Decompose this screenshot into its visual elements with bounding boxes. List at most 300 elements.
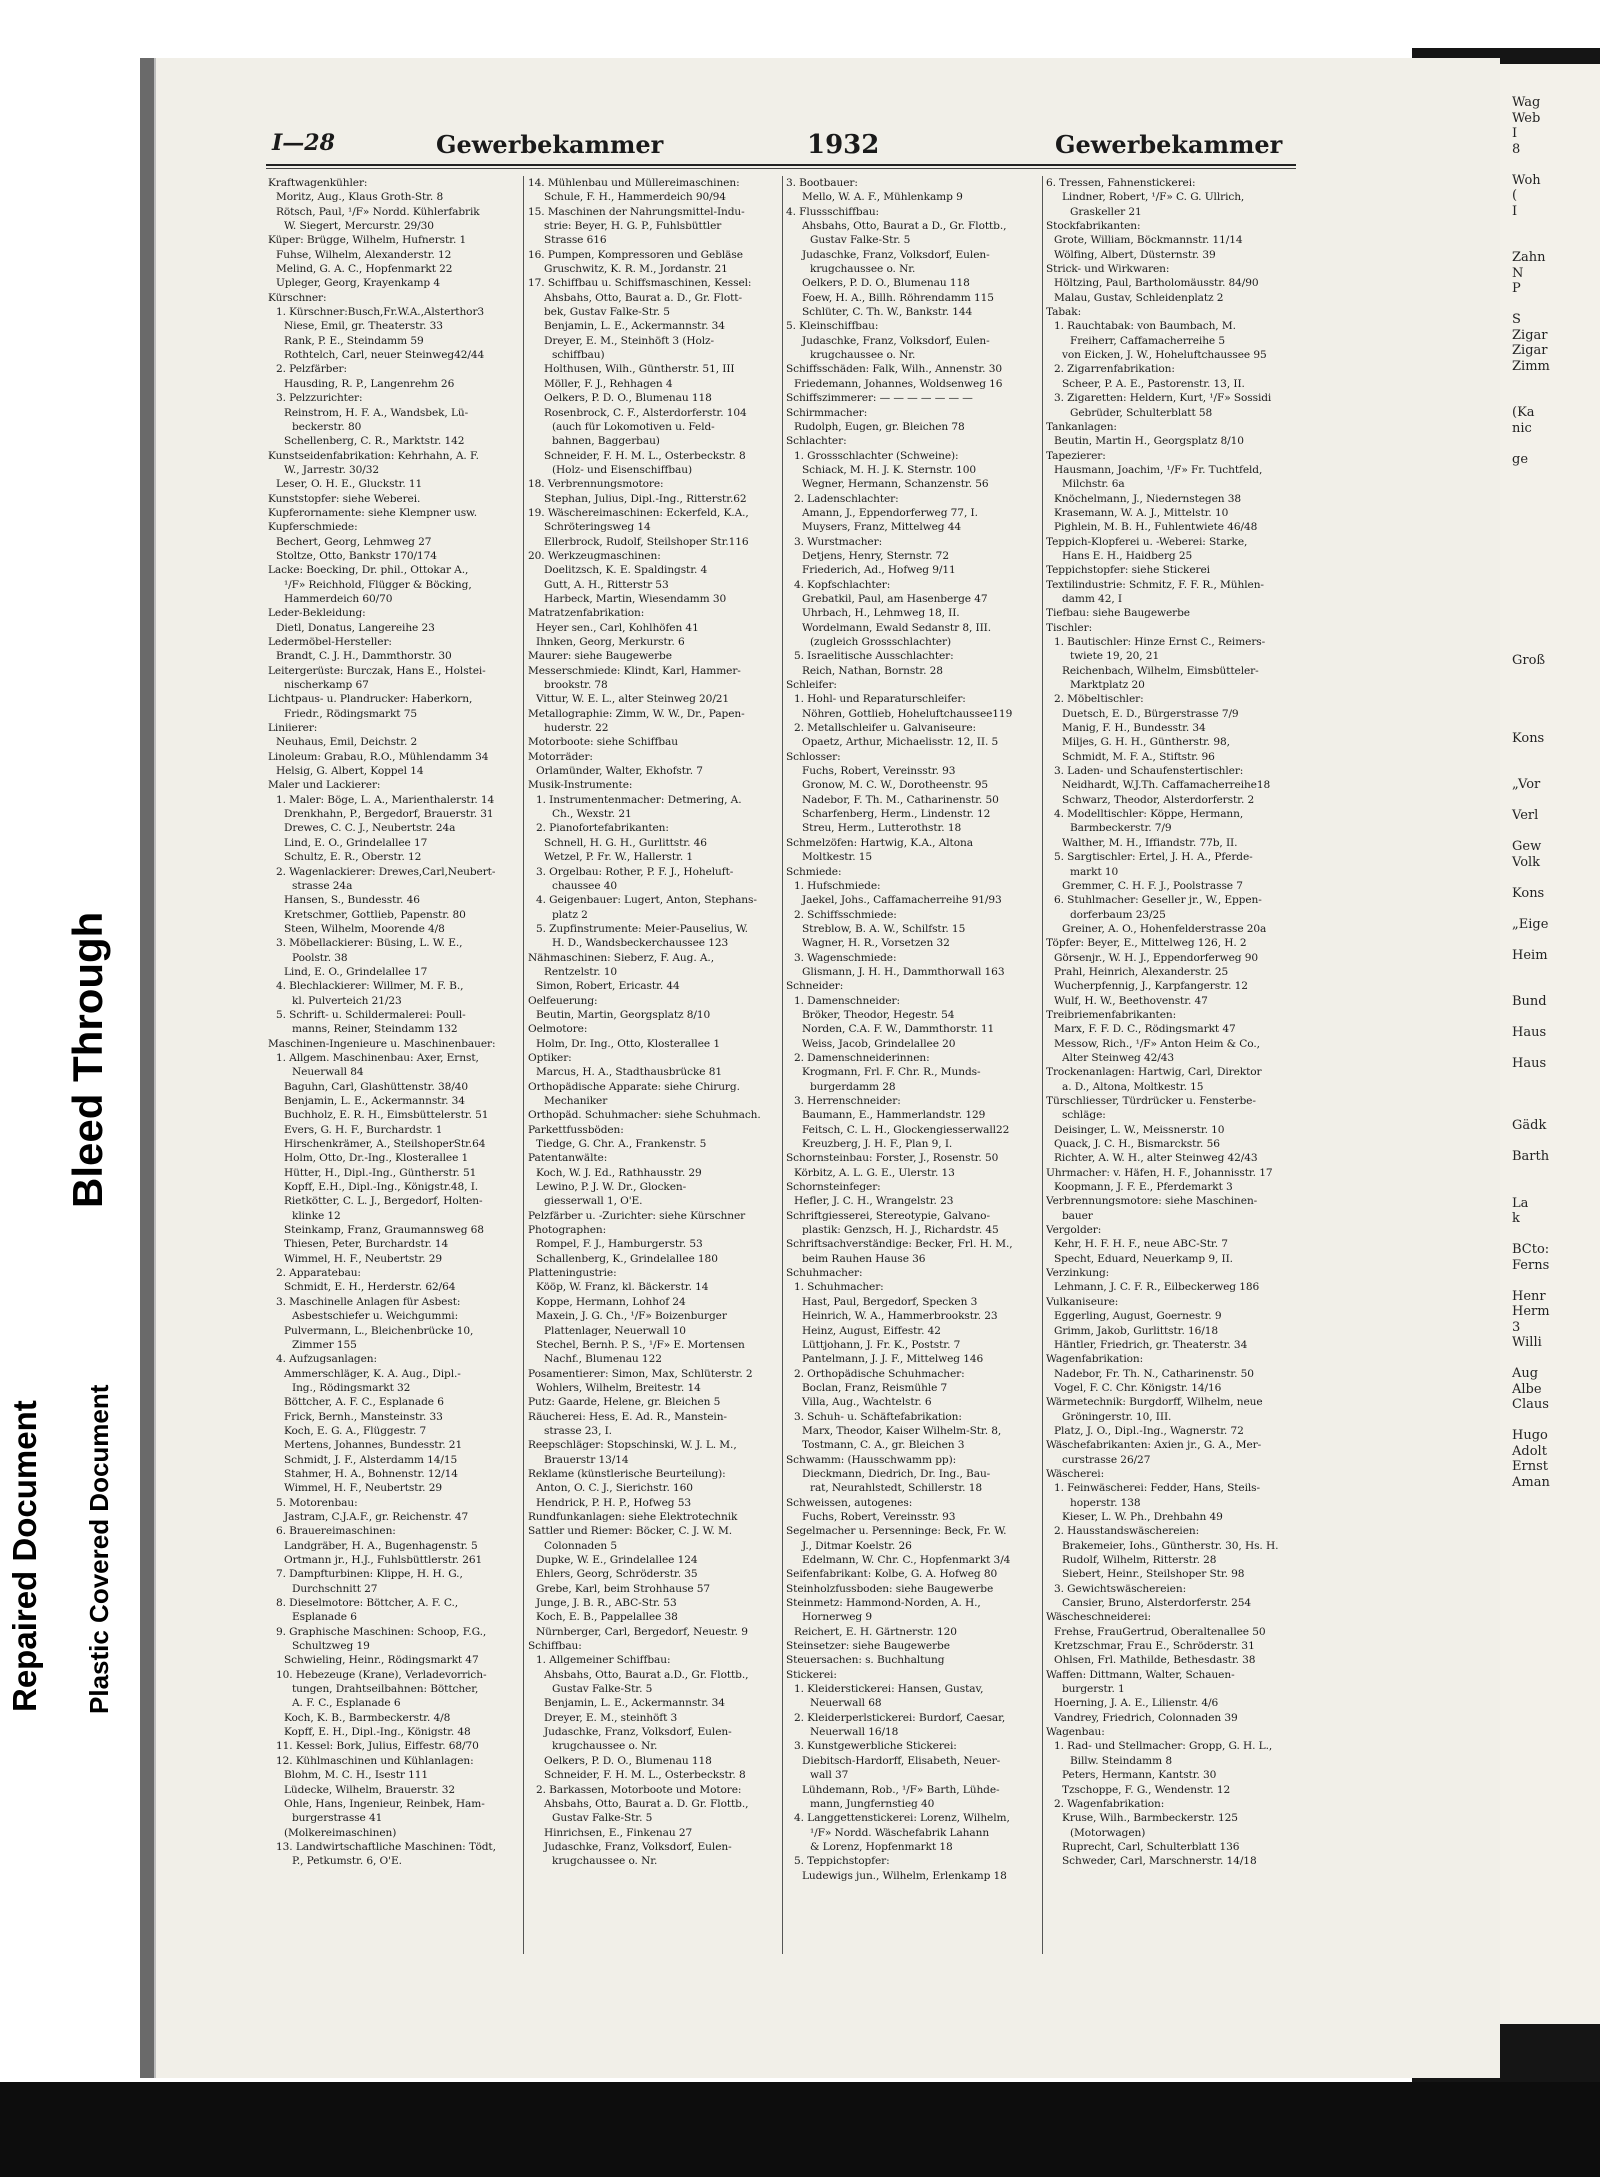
directory-line: Schultzweg 19 xyxy=(292,1640,370,1653)
directory-line: Putz: Gaarde, Helene, gr. Bleichen 5 xyxy=(528,1396,721,1409)
directory-line: Schneider, F. H. M. L., Osterbeckstr. 8 xyxy=(544,1769,746,1782)
directory-line: Kürschner: xyxy=(268,291,327,304)
neighbor-text-fragment xyxy=(1498,1087,1600,1103)
column-2 xyxy=(528,176,782,1976)
directory-line: (Molkereimaschinen) xyxy=(284,1826,397,1839)
directory-line: Wagenfabrikation: xyxy=(1046,1353,1144,1366)
directory-line: Stephan, Julius, Dipl.-Ing., Ritterstr.62 xyxy=(544,492,747,505)
directory-line: Koch, W. J. Ed., Rathhausstr. 29 xyxy=(536,1166,702,1179)
directory-line: bahnen, Baggerbau) xyxy=(552,435,660,448)
directory-line: Oelfeuerung: xyxy=(528,994,598,1007)
directory-line: Seifenfabrikant: Kolbe, G. A. Hofweg 80 xyxy=(786,1568,998,1581)
neighbor-text-fragment: Haus xyxy=(1512,1025,1547,1040)
directory-line: Junge, J. B. R., ABC-Str. 53 xyxy=(536,1597,677,1610)
directory-line: Holm, Dr. Ing., Otto, Klosterallee 1 xyxy=(536,1037,720,1050)
directory-line: Zimmer 155 xyxy=(292,1338,357,1351)
directory-line: 4. Langgettenstickerei: Lorenz, Wilhelm, xyxy=(794,1812,1010,1825)
neighbor-text-fragment: Zigar xyxy=(1512,327,1548,343)
directory-line: Heinrich, W. A., Hammerbrookstr. 23 xyxy=(802,1310,998,1323)
neighbor-text-fragment: 8 xyxy=(1512,141,1521,157)
directory-line: Schneider: xyxy=(786,980,844,993)
directory-line: Neuerwall 84 xyxy=(292,1066,364,1079)
directory-line: Wordelmann, Ewald Sedanstr 8, III. xyxy=(802,621,992,634)
neighbor-text-fragment: Zahn xyxy=(1512,250,1546,265)
neighbor-text-fragment: I xyxy=(1512,126,1518,141)
directory-line: Gutt, A. H., Ritterstr 53 xyxy=(544,578,669,591)
directory-line: Stockfabrikanten: xyxy=(1046,220,1141,233)
directory-line: 3. Laden- und Schaufenstertischler: xyxy=(1054,765,1244,778)
directory-line: 2. Wagenfabrikation: xyxy=(1054,1797,1165,1810)
neighbor-text-fragment: I xyxy=(1512,203,1518,219)
directory-line: 2. Zigarrenfabrikation: xyxy=(1054,363,1175,376)
directory-line: platz 2 xyxy=(552,908,588,921)
directory-line: Edelmann, W. Chr. C., Hopfenmarkt 3/4 xyxy=(802,1554,1011,1566)
directory-line: Oelkers, P. D. O., Blumenau 118 xyxy=(544,1754,712,1767)
directory-line: Orlamünder, Walter, Ekhofstr. 7 xyxy=(536,765,703,778)
directory-line: Photographen: xyxy=(528,1224,607,1237)
directory-line: strie: Beyer, H. G. P., Fuhlsbüttler xyxy=(544,220,722,233)
neighbor-text-fragment: Albe xyxy=(1512,1381,1542,1397)
directory-line: 1. Maler: Böge, L. A., Marienthalerstr. 14 xyxy=(276,793,495,806)
directory-line: chaussee 40 xyxy=(552,879,618,892)
directory-line: 1. Kürschner:Busch,Fr.W.A.,Alsterthor3 xyxy=(276,306,485,319)
directory-line: Teppich-Klopferei u. -Weberei: Starke, xyxy=(1046,535,1248,548)
directory-line: Opaetz, Arthur, Michaelisstr. 12, II. 5 xyxy=(802,736,999,749)
neighbor-text-fragment xyxy=(1498,622,1600,638)
directory-line: Schultz, E. R., Oberstr. 12 xyxy=(284,851,422,864)
directory-line: Ehlers, Georg, Schröderstr. 35 xyxy=(536,1568,698,1581)
directory-line: Schmiede: xyxy=(786,865,842,878)
neighbor-text-fragment xyxy=(1498,64,1600,80)
directory-line: Reichert, E. H. Gärtnerstr. 120 xyxy=(794,1625,957,1638)
directory-line: Poolstr. 38 xyxy=(292,951,348,964)
neighbor-text-fragment: Heim xyxy=(1512,947,1548,963)
directory-line: Hausmann, Joachim, ¹/F» Fr. Tuchtfeld, xyxy=(1054,463,1263,476)
neighbor-text-fragment xyxy=(1498,529,1600,545)
directory-line: Patentanwälte: xyxy=(528,1152,608,1165)
directory-line: Doelitzsch, K. E. Spaldingstr. 4 xyxy=(544,564,708,577)
directory-line: Teppichstopfer: siehe Stickerei xyxy=(1046,564,1210,577)
neighbor-text-fragment xyxy=(1498,684,1600,700)
directory-line: Heyer sen., Carl, Kohlhöfen 41 xyxy=(536,621,699,634)
directory-line: Reich, Nathan, Bornstr. 28 xyxy=(802,664,943,677)
directory-line: Billw. Steindamm 8 xyxy=(1070,1754,1172,1767)
neighbor-text-fragment: Kons xyxy=(1512,730,1545,746)
directory-line: Rundfunkanlagen: siehe Elektrotechnik xyxy=(528,1510,738,1523)
neighbor-text-fragment xyxy=(1498,1010,1600,1026)
directory-line: Friedemann, Johannes, Woldsenweg 16 xyxy=(794,377,1003,390)
directory-line: Brauerstr 13/14 xyxy=(544,1453,629,1466)
directory-line: Metallographie: Zimm, W. W., Dr., Papen- xyxy=(528,707,745,720)
directory-line: Schallenberg, K., Grindelallee 180 xyxy=(536,1252,718,1265)
directory-line: 3. Bootbauer: xyxy=(786,177,858,189)
directory-line: Waffen: Dittmann, Walter, Schauen- xyxy=(1046,1668,1235,1681)
directory-line: Villa, Aug., Wachtelstr. 6 xyxy=(802,1396,932,1409)
directory-line: Strasse 616 xyxy=(544,234,607,247)
directory-line: Küper: Brügge, Wilhelm, Hufnerstr. 1 xyxy=(268,234,467,247)
directory-line: Bechert, Georg, Lehmweg 27 xyxy=(276,535,432,548)
neighbor-text-fragment xyxy=(1498,1413,1600,1429)
directory-line: Rosenbrock, C. F., Alsterdorferstr. 104 xyxy=(544,406,747,419)
directory-line: Hornerweg 9 xyxy=(802,1611,872,1624)
directory-line: Koch, K. B., Barmbeckerstr. 4/8 xyxy=(284,1711,451,1724)
directory-line: Kreuzberg, J. H. F., Plan 9, I. xyxy=(802,1138,953,1151)
directory-line: Ammerschläger, K. A. Aug., Dipl.- xyxy=(284,1367,461,1380)
directory-line: Rietkötter, C. L. J., Bergedorf, Holten- xyxy=(284,1195,483,1208)
directory-line: Steinsetzer: siehe Baugewerbe xyxy=(786,1640,950,1653)
directory-line: 3. Wagenschmiede: xyxy=(794,951,897,964)
directory-line: Krogmann, Frl. F. Chr. R., Munds- xyxy=(802,1066,981,1079)
directory-line: Nadebor, F. Th. M., Catharinenstr. 50 xyxy=(802,793,999,806)
directory-line: Orthopäd. Schuhmacher: siehe Schuhmach. xyxy=(528,1109,761,1122)
directory-line: hoperstr. 138 xyxy=(1070,1496,1141,1509)
directory-line: Grimm, Jakob, Gurlittstr. 16/18 xyxy=(1054,1324,1219,1337)
directory-line: Schlosser: xyxy=(786,750,841,763)
neighbor-text-fragment: Volk xyxy=(1512,854,1541,870)
directory-line: Schwamm: (Hausschwamm pp): xyxy=(786,1453,957,1466)
directory-line: 5. Israelitische Ausschlachter: xyxy=(794,650,954,663)
directory-line: rat, Neurahlstedt, Schillerstr. 18 xyxy=(810,1482,982,1495)
directory-line: Foew, H. A., Billh. Röhrendamm 115 xyxy=(802,291,994,304)
directory-page xyxy=(140,58,1500,2078)
directory-line: Verzinkung: xyxy=(1046,1267,1110,1280)
neighbor-text-fragment xyxy=(1498,700,1600,716)
directory-line: Melind, G. A. C., Hopfenmarkt 22 xyxy=(276,263,453,276)
directory-line: 4. Geigenbauer: Lugert, Anton, Stephans- xyxy=(536,894,757,907)
directory-line: 2. Orthopädische Schuhmacher: xyxy=(794,1367,965,1380)
directory-line: Schiack, M. H. J. K. Sternstr. 100 xyxy=(802,463,976,476)
directory-line: nischerkamp 67 xyxy=(284,679,369,692)
directory-line: Maschinen-Ingenieure u. Maschinenbauer: xyxy=(268,1037,496,1050)
directory-line: Judaschke, Franz, Volksdorf, Eulen- xyxy=(802,334,990,347)
directory-line: Leser, O. H. E., Gluckstr. 11 xyxy=(276,478,423,491)
directory-line: 4. Kopfschlachter: xyxy=(794,578,891,591)
directory-line: Tostmann, C. A., gr. Bleichen 3 xyxy=(802,1439,965,1452)
neighbor-text-fragment: Woh xyxy=(1512,172,1541,188)
directory-line: markt 10 xyxy=(1070,865,1119,878)
directory-line: a. D., Altona, Moltkestr. 15 xyxy=(1062,1080,1204,1093)
directory-line: & Lorenz, Hopfenmarkt 18 xyxy=(810,1840,953,1853)
directory-line: strasse 23, I. xyxy=(544,1424,612,1437)
directory-line: Streu, Herm., Lutterothstr. 18 xyxy=(802,822,962,835)
header-right-title: Gewerbekammer xyxy=(1055,130,1283,159)
directory-line: beim Rauhen Hause 36 xyxy=(802,1252,926,1265)
neighbor-text-fragment: Bund xyxy=(1512,994,1547,1009)
directory-line: Vergolder: xyxy=(1046,1224,1102,1237)
header-left-title: Gewerbekammer xyxy=(436,130,664,159)
directory-line: Wimmel, H. F., Neubertstr. 29 xyxy=(284,1482,442,1495)
neighbor-text-fragment xyxy=(1498,1273,1600,1289)
neighbor-text-fragment: Zigar xyxy=(1512,343,1548,358)
directory-line: 5. Schrift- u. Schildermalerei: Poull- xyxy=(276,1008,466,1021)
directory-line: Richter, A. W. H., alter Steinweg 42/43 xyxy=(1054,1152,1258,1165)
neighbor-text-fragment xyxy=(1498,1041,1600,1057)
directory-line: Durchschnitt 27 xyxy=(292,1582,378,1595)
side-label-plastic: Plastic Covered Document xyxy=(84,1384,114,1714)
directory-line: beckerstr. 80 xyxy=(292,420,362,433)
directory-line: 1. Damenschneider: xyxy=(794,994,900,1007)
directory-line: Sattler und Riemer: Böcker, C. J. W. M. xyxy=(528,1525,733,1538)
directory-line: Steinkamp, Franz, Graumannsweg 68 xyxy=(284,1224,484,1237)
directory-line: Kopff, E.H., Dipl.-Ing., Königstr.48, I. xyxy=(284,1181,479,1194)
directory-line: Gremmer, C. H. F. J., Poolstrasse 7 xyxy=(1062,879,1243,892)
directory-line: 12. Kühlmaschinen und Kühlanlagen: xyxy=(276,1754,474,1767)
directory-line: (Motorwagen) xyxy=(1070,1826,1146,1839)
directory-line: Höltzing, Paul, Bartholomäusstr. 84/90 xyxy=(1054,277,1259,290)
directory-line: Scharfenberg, Herm., Lindenstr. 12 xyxy=(802,808,991,821)
directory-line: Dreyer, E. M., Steinhöft 3 (Holz- xyxy=(544,334,714,347)
directory-line: Duetsch, E. D., Bürgerstrasse 7/9 xyxy=(1062,707,1239,720)
neighbor-text-fragment xyxy=(1498,1227,1600,1243)
directory-line: Dieckmann, Diedrich, Dr. Ing., Bau- xyxy=(802,1467,991,1480)
directory-line: 1. Grossschlachter (Schweine): xyxy=(794,449,959,462)
directory-line: 19. Wäschereimaschinen: Eckerfeld, K.A., xyxy=(528,506,749,519)
neighbor-text-fragment xyxy=(1498,436,1600,452)
directory-line: Ohle, Hans, Ingenieur, Reinbek, Ham- xyxy=(284,1797,485,1810)
directory-line: (Holz- und Eisenschiffbau) xyxy=(552,463,692,476)
directory-line: 13. Landwirtschaftliche Maschinen: Tödt, xyxy=(276,1840,496,1853)
neighbor-text-fragment xyxy=(1498,932,1600,948)
directory-line: Buchholz, E. R. H., Eimsbüttelerstr. 51 xyxy=(284,1109,489,1122)
directory-line: kl. Pulverteich 21/23 xyxy=(292,994,402,1007)
directory-line: Ahsbahs, Otto, Baurat a. D. Gr. Flottb., xyxy=(544,1797,749,1810)
directory-line: Liniierer: xyxy=(268,722,318,735)
directory-line: Plattenlager, Neuerwall 10 xyxy=(544,1324,686,1337)
neighbor-text-fragment xyxy=(1498,1134,1600,1150)
directory-line: 1. Allgem. Maschinenbau: Axer, Ernst, xyxy=(276,1051,479,1064)
directory-line: wall 37 xyxy=(810,1769,849,1782)
directory-line: Pantelmann, J. J. F., Mittelweg 146 xyxy=(802,1353,984,1366)
header-rule xyxy=(266,164,1296,166)
neighbor-text-fragment: Ferns xyxy=(1512,1257,1550,1273)
directory-line: schläge: xyxy=(1062,1109,1106,1122)
directory-line: burgerstr. 1 xyxy=(1062,1683,1125,1696)
directory-line: H. D., Wandsbeckerchaussee 123 xyxy=(552,937,729,950)
directory-line: 3. Zigaretten: Heldern, Kurt, ¹/F» Sossidi xyxy=(1054,392,1272,405)
neighbor-text-fragment xyxy=(1498,1351,1600,1367)
directory-line: Norden, C.A. F. W., Dammthorstr. 11 xyxy=(802,1023,995,1036)
directory-line: Specht, Eduard, Neuerkamp 9, II. xyxy=(1054,1252,1233,1265)
directory-line: 3. Wurstmacher: xyxy=(794,535,883,548)
directory-line: Wäscheschneiderei: xyxy=(1046,1611,1151,1624)
header-year: 1932 xyxy=(807,130,880,160)
directory-line: Maxein, J. G. Ch., ¹/F» Boizenburger xyxy=(536,1310,727,1323)
directory-line: Schmidt, J. F., Alsterdamm 14/15 xyxy=(284,1453,458,1466)
directory-line: Steinmetz: Hammond-Norden, A. H., xyxy=(786,1597,981,1610)
neighbor-text-fragment xyxy=(1498,374,1600,390)
directory-line: Tankanlagen: xyxy=(1046,420,1117,433)
directory-line: Benjamin, L. E., Ackermannstr. 34 xyxy=(284,1095,465,1107)
directory-line: 1. Hohl- und Reparaturschleifer: xyxy=(794,693,966,706)
directory-line: Brakemeier, Iohs., Güntherstr. 30, Hs. H. xyxy=(1062,1539,1279,1552)
directory-line: Nähmaschinen: Sieberz, F. Aug. A., xyxy=(528,951,714,964)
directory-line: Gustav Falke-Str. 5 xyxy=(552,1812,653,1825)
directory-line: 4. Blechlackierer: Willmer, M. F. B., xyxy=(276,980,464,993)
directory-line: Mertens, Johannes, Bundesstr. 21 xyxy=(284,1439,463,1452)
directory-line: Kööp, W. Franz, kl. Bäckerstr. 14 xyxy=(536,1281,709,1294)
directory-line: Schlachter: xyxy=(786,435,847,448)
directory-line: Vogel, F. C. Chr. Königstr. 14/16 xyxy=(1054,1381,1222,1394)
directory-line: 3. Kunstgewerbliche Stickerei: xyxy=(794,1740,957,1753)
directory-line: Lichtpaus- u. Plandrucker: Haberkorn, xyxy=(268,693,473,706)
directory-line: 6. Stuhlmacher: Geseller jr., W., Eppen- xyxy=(1054,894,1262,907)
directory-line: 2. Ladenschlachter: xyxy=(794,492,899,505)
directory-line: Colonnaden 5 xyxy=(544,1539,617,1552)
directory-line: Niese, Emil, gr. Theaterstr. 33 xyxy=(284,320,443,333)
directory-line: Rudolf, Wilhelm, Ritterstr. 28 xyxy=(1062,1554,1217,1566)
directory-line: Maler und Lackierer: xyxy=(268,779,381,792)
directory-line: Wärmetechnik: Burgdorff, Wilhelm, neue xyxy=(1046,1396,1263,1409)
directory-line: Prahl, Heinrich, Alexanderstr. 25 xyxy=(1054,965,1229,978)
directory-line: Gustav Falke-Str. 5 xyxy=(552,1683,653,1696)
directory-line: Maurer: siehe Baugewerbe xyxy=(528,650,672,663)
directory-line: Holthusen, Wilh., Güntherstr. 51, III xyxy=(544,363,735,376)
neighbor-text-fragment xyxy=(1498,219,1600,235)
directory-line: Nadebor, Fr. Th. N., Catharinenstr. 50 xyxy=(1054,1367,1254,1380)
directory-line: Ing., Rödingsmarkt 32 xyxy=(292,1381,411,1394)
directory-line: Pighlein, M. B. H., Fuhlentwiete 46/48 xyxy=(1054,521,1258,534)
directory-line: Jaekel, Johs., Caffamacherreihe 91/93 xyxy=(802,894,1002,907)
directory-line: Baumann, E., Hammerlandstr. 129 xyxy=(802,1109,986,1122)
directory-line: Hoerning, J. A. E., Lilienstr. 4/6 xyxy=(1054,1697,1219,1710)
side-label-repaired: Repaired Document xyxy=(6,1400,43,1712)
neighbor-text-fragment: k xyxy=(1512,1211,1520,1226)
directory-line: Reinstrom, H. F. A., Wandsbek, Lü- xyxy=(284,406,469,419)
directory-line: Mechaniker xyxy=(544,1095,608,1107)
neighbor-text-fragment xyxy=(1498,1180,1600,1196)
neighbor-text-fragment xyxy=(1498,560,1600,576)
directory-line: Marx, F. F. D. C., Rödingsmarkt 47 xyxy=(1054,1023,1236,1036)
directory-line: J., Ditmar Koelstr. 26 xyxy=(802,1539,912,1552)
neighbor-text-fragment xyxy=(1498,80,1600,96)
directory-line: krugchaussee o. Nr. xyxy=(810,263,916,276)
directory-line: Oelmotore: xyxy=(528,1023,588,1036)
directory-line: 3. Orgelbau: Rother, P. F. J., Hoheluft- xyxy=(536,865,734,878)
neighbor-text-fragment: Kons xyxy=(1512,885,1545,901)
directory-line: Kehr, H. F. H. F., neue ABC-Str. 7 xyxy=(1054,1238,1228,1251)
directory-line: Kupferschmiede: xyxy=(268,521,358,534)
directory-line: Vandrey, Friedrich, Colonnaden 39 xyxy=(1054,1711,1238,1724)
directory-line: Manig, F. H., Bundesstr. 34 xyxy=(1062,722,1206,735)
directory-line: Quack, J. C. H., Bismarckstr. 56 xyxy=(1054,1138,1220,1151)
directory-line: Kupferornamente: siehe Klempner usw. xyxy=(268,506,478,519)
directory-line: huderstr. 22 xyxy=(544,722,609,735)
directory-line: Schiffszimmerer: — — — — — — — xyxy=(786,392,973,405)
directory-line: Stahmer, H. A., Bohnenstr. 12/14 xyxy=(284,1467,458,1480)
directory-line: mann, Jungfernstieg 40 xyxy=(810,1797,935,1810)
neighbor-text-fragment: S xyxy=(1512,312,1521,327)
header-rule-thin xyxy=(266,168,1296,169)
directory-line: 9. Graphische Maschinen: Schoop, F.G., xyxy=(276,1625,487,1638)
directory-line: Amann, J., Eppendorferweg 77, I. xyxy=(802,506,978,519)
directory-line: Blohm, M. C. H., Isestr 111 xyxy=(284,1769,429,1782)
directory-line: Leitergerüste: Burczak, Hans E., Holstei- xyxy=(268,664,486,677)
column-divider xyxy=(523,176,524,1954)
directory-line: Leder-Bekleidung: xyxy=(268,607,366,620)
directory-line: Landgräber, H. A., Bugenhagenstr. 5 xyxy=(284,1539,478,1552)
directory-line: Schiffsschäden: Falk, Wilh., Annenstr. 30 xyxy=(786,363,1002,376)
directory-line: Frehse, FrauGertrud, Oberaltenallee 50 xyxy=(1054,1625,1266,1638)
neighbor-text-fragment: Henr xyxy=(1512,1288,1546,1304)
directory-line: 5. Motorenbau: xyxy=(276,1496,358,1509)
directory-line: Wulf, H. W., Beethovenstr. 47 xyxy=(1054,994,1208,1007)
directory-line: Kunstseidenfabrikation: Kehrhahn, A. F. xyxy=(268,449,479,462)
directory-line: Kieser, L. W. Ph., Drehbahn 49 xyxy=(1062,1510,1223,1523)
directory-line: Rudolph, Eugen, gr. Bleichen 78 xyxy=(794,420,965,433)
directory-line: 20. Werkzeugmaschinen: xyxy=(528,549,661,562)
directory-line: Koopmann, J. F. E., Pferdemarkt 3 xyxy=(1054,1181,1233,1194)
directory-line: Milchstr. 6a xyxy=(1062,478,1125,491)
directory-line: Wölfing, Albert, Düsternstr. 39 xyxy=(1054,248,1216,261)
directory-line: Wucherpfennig, J., Karpfangerstr. 12 xyxy=(1054,980,1248,993)
directory-line: Schornsteinfeger: xyxy=(786,1181,881,1194)
directory-line: Dupke, W. E., Grindelallee 124 xyxy=(536,1554,698,1566)
directory-line: Optiker: xyxy=(528,1051,572,1064)
directory-line: Drewes, C. C. J., Neubertstr. 24a xyxy=(284,822,456,835)
directory-line: Kopff, E. H., Dipl.-Ing., Königstr. 48 xyxy=(284,1726,471,1739)
directory-line: Tiefbau: siehe Baugewerbe xyxy=(1046,607,1190,620)
neighbor-text-fragment xyxy=(1498,669,1600,685)
directory-line: 2. Apparatebau: xyxy=(276,1267,361,1280)
neighbor-text-fragment xyxy=(1498,545,1600,561)
directory-line: Schröteringsweg 14 xyxy=(544,521,651,534)
directory-line: Moltkestr. 15 xyxy=(802,851,873,864)
directory-line: Malau, Gustav, Schleidenplatz 2 xyxy=(1054,291,1224,304)
neighbor-text-fragment xyxy=(1498,824,1600,840)
directory-line: brookstr. 78 xyxy=(544,679,608,692)
directory-line: 1. Feinwäscherei: Fedder, Hans, Steils- xyxy=(1054,1482,1260,1495)
directory-line: Barmbeckerstr. 7/9 xyxy=(1070,822,1172,835)
directory-line: 1. Rauchtabak: von Baumbach, M. xyxy=(1054,320,1236,333)
neighbor-text-fragment xyxy=(1498,1072,1600,1088)
directory-line: Ahsbahs, Otto, Baurat a.D., Gr. Flottb., xyxy=(544,1668,749,1681)
directory-line: Hinrichsen, E., Finkenau 27 xyxy=(544,1826,693,1839)
neighbor-text-fragment: Barth xyxy=(1512,1149,1550,1164)
directory-line: Holm, Otto, Dr.-Ing., Klosterallee 1 xyxy=(284,1152,469,1165)
directory-line: klinke 12 xyxy=(292,1209,341,1222)
neighbor-text-fragment: Herm xyxy=(1512,1304,1550,1319)
directory-line: Schwieling, Heinr., Rödingsmarkt 47 xyxy=(284,1654,479,1667)
neighbor-text-fragment: Verl xyxy=(1512,808,1539,823)
directory-line: Detjens, Henry, Sternstr. 72 xyxy=(802,549,949,562)
neighbor-text-fragment: nic xyxy=(1512,420,1532,436)
directory-line: burgerdamm 28 xyxy=(810,1080,896,1093)
directory-line: Räucherei: Hess, E. Ad. R., Manstein- xyxy=(528,1410,727,1423)
neighbor-text-fragment xyxy=(1498,235,1600,251)
directory-line: Steinholzfussboden: siehe Baugewerbe xyxy=(786,1582,994,1595)
directory-line: Schneider, F. H. M. L., Osterbeckstr. 8 xyxy=(544,449,746,462)
directory-line: Ch., Wexstr. 21 xyxy=(552,808,632,821)
neighbor-text-fragment: 3 xyxy=(1512,1319,1521,1335)
neighbor-text-fragment: Ernst xyxy=(1512,1459,1548,1474)
directory-line: Kraftwagenkühler: xyxy=(268,177,368,189)
directory-line: 2. Barkassen, Motorboote und Motore: xyxy=(536,1783,742,1796)
directory-line: Ohlsen, Frl. Mathilde, Bethesdastr. 38 xyxy=(1054,1654,1256,1667)
directory-line: 18. Verbrennungsmotore: xyxy=(528,478,664,491)
directory-line: Fuhse, Wilhelm, Alexanderstr. 12 xyxy=(276,248,452,261)
directory-line: Ludewigs jun., Wilhelm, Erlenkamp 18 xyxy=(802,1869,1007,1882)
directory-line: strasse 24a xyxy=(292,879,353,892)
directory-line: 5. Sargtischler: Ertel, J. H. A., Pferde- xyxy=(1054,851,1253,864)
directory-line: Strick- und Wirkwaren: xyxy=(1046,263,1170,276)
directory-line: Oelkers, P. D. O., Blumenau 118 xyxy=(802,277,970,290)
directory-line: Miljes, G. H. H., Güntherstr. 98, xyxy=(1062,736,1230,749)
directory-line: Ruprecht, Carl, Schulterblatt 136 xyxy=(1062,1840,1240,1853)
directory-line: Treibriemenfabrikanten: xyxy=(1046,1008,1177,1021)
directory-line: Hefler, J. C. H., Wrangelstr. 23 xyxy=(794,1195,954,1208)
directory-line: Walther, M. H., Iffiandstr. 77b, II. xyxy=(1062,836,1238,849)
neighbor-text-fragment: Aman xyxy=(1512,1474,1550,1490)
